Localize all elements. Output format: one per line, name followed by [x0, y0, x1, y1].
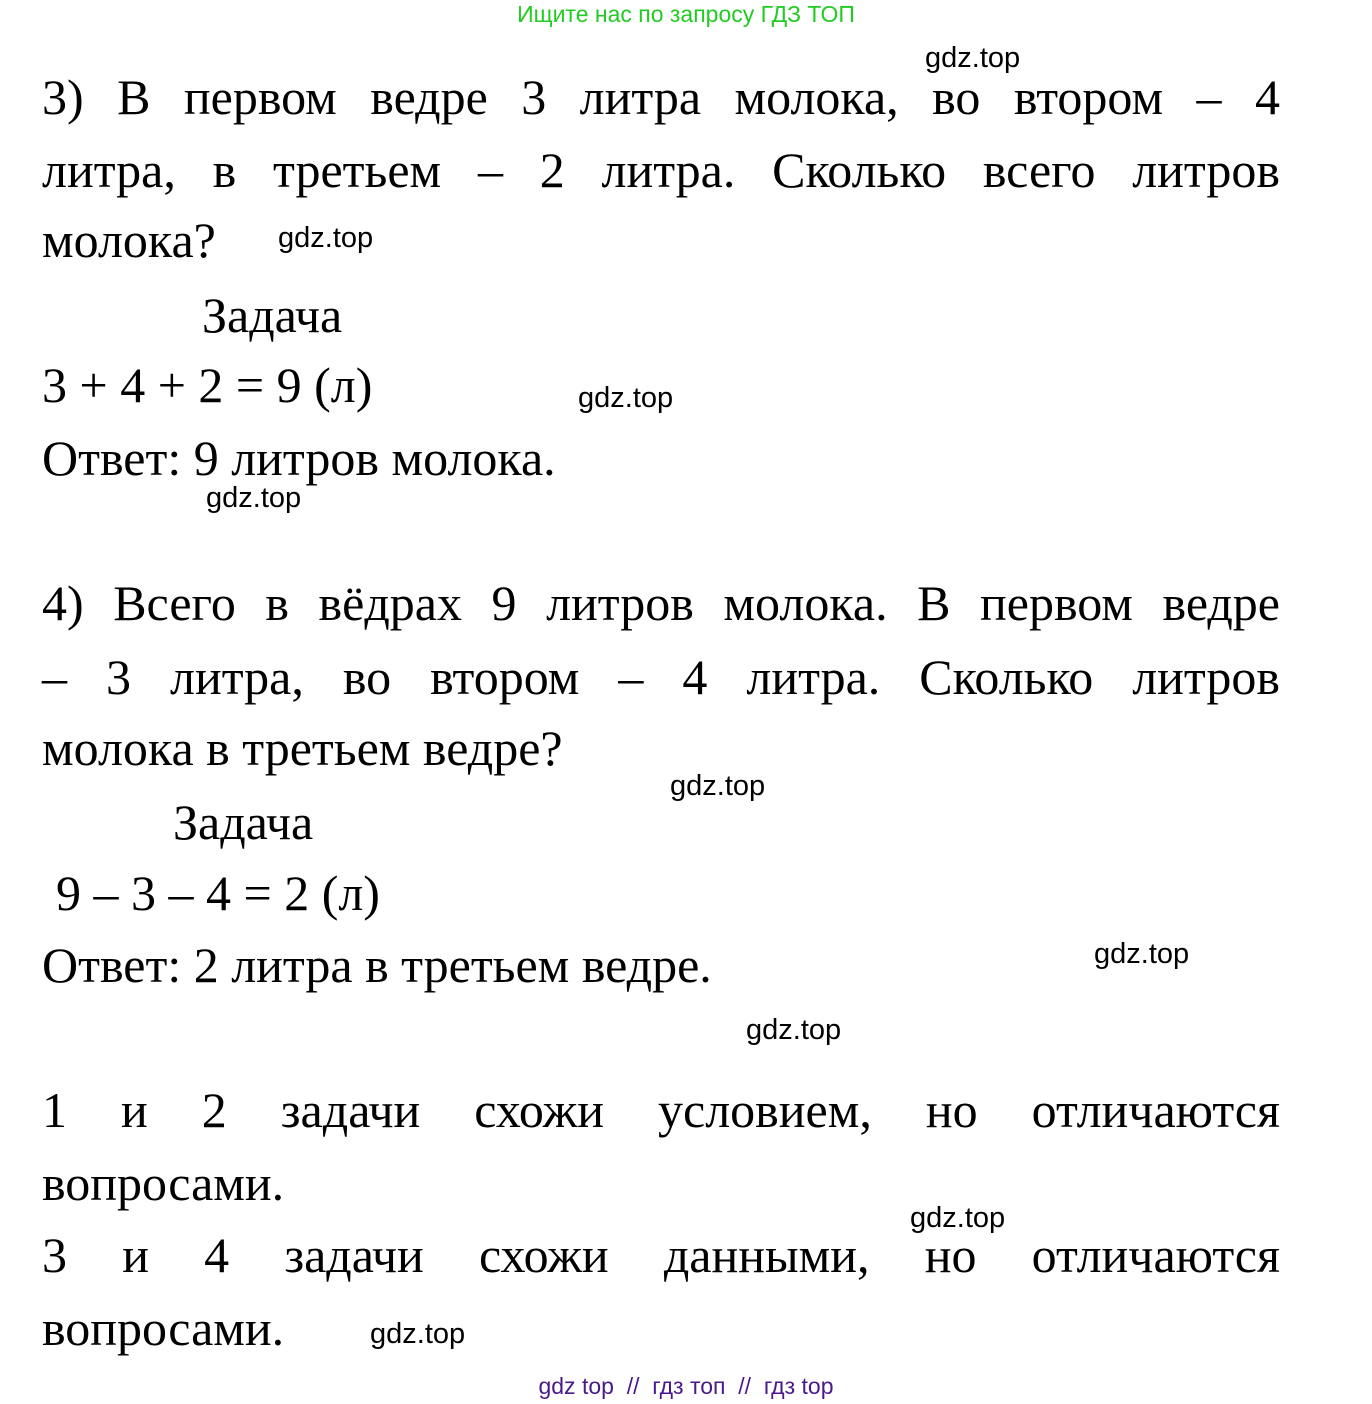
problem-4-answer: Ответ: 2 литра в третьем ведре.	[42, 937, 712, 993]
problem-3-line-2: литра, в третьем – 2 литра. Сколько всего литров	[42, 142, 1280, 198]
conclusion-2-line-1: 3 и 4 задачи схожи данными, но отличаются	[42, 1227, 1280, 1283]
watermark: gdz.top	[370, 1318, 466, 1350]
watermark: gdz.top	[206, 482, 302, 514]
problem-3-solution: 3 + 4 + 2 = 9 (л)	[42, 357, 373, 413]
search-hint-header: Ищите нас по запросу ГДЗ ТОП	[517, 1, 855, 27]
watermark: gdz.top	[925, 42, 1021, 74]
conclusion-1-line-2: вопросами.	[42, 1155, 285, 1211]
problem-4-line-3: молока в третьем ведре?	[42, 720, 563, 776]
problem-4-line-2: – 3 литра, во втором – 4 литра. Сколько литров	[42, 649, 1280, 705]
watermark: gdz.top	[278, 222, 374, 254]
watermark: gdz.top	[1094, 938, 1190, 970]
conclusion-1-line-1: 1 и 2 задачи схожи условием, но отличаются	[42, 1082, 1280, 1138]
watermark: gdz.top	[910, 1202, 1006, 1234]
watermark: gdz.top	[746, 1014, 842, 1046]
problem-3-line-3: молока?	[42, 212, 216, 268]
problem-3-answer: Ответ: 9 литров молока.	[42, 430, 556, 486]
footer-links: gdz top // гдз топ // гдз top	[538, 1373, 834, 1399]
problem-3-heading: Задача	[202, 287, 343, 343]
problem-4-heading: Задача	[173, 794, 314, 850]
problem-3-line-1: 3) В первом ведре 3 литра молока, во втором – 4	[42, 69, 1280, 125]
watermark: gdz.top	[578, 382, 674, 414]
problem-4-solution: 9 – 3 – 4 = 2 (л)	[56, 865, 380, 921]
conclusion-2-line-2: вопросами.	[42, 1300, 285, 1356]
problem-4-line-1: 4) Всего в вёдрах 9 литров молока. В первом ведре	[42, 575, 1280, 631]
watermark: gdz.top	[670, 770, 766, 802]
